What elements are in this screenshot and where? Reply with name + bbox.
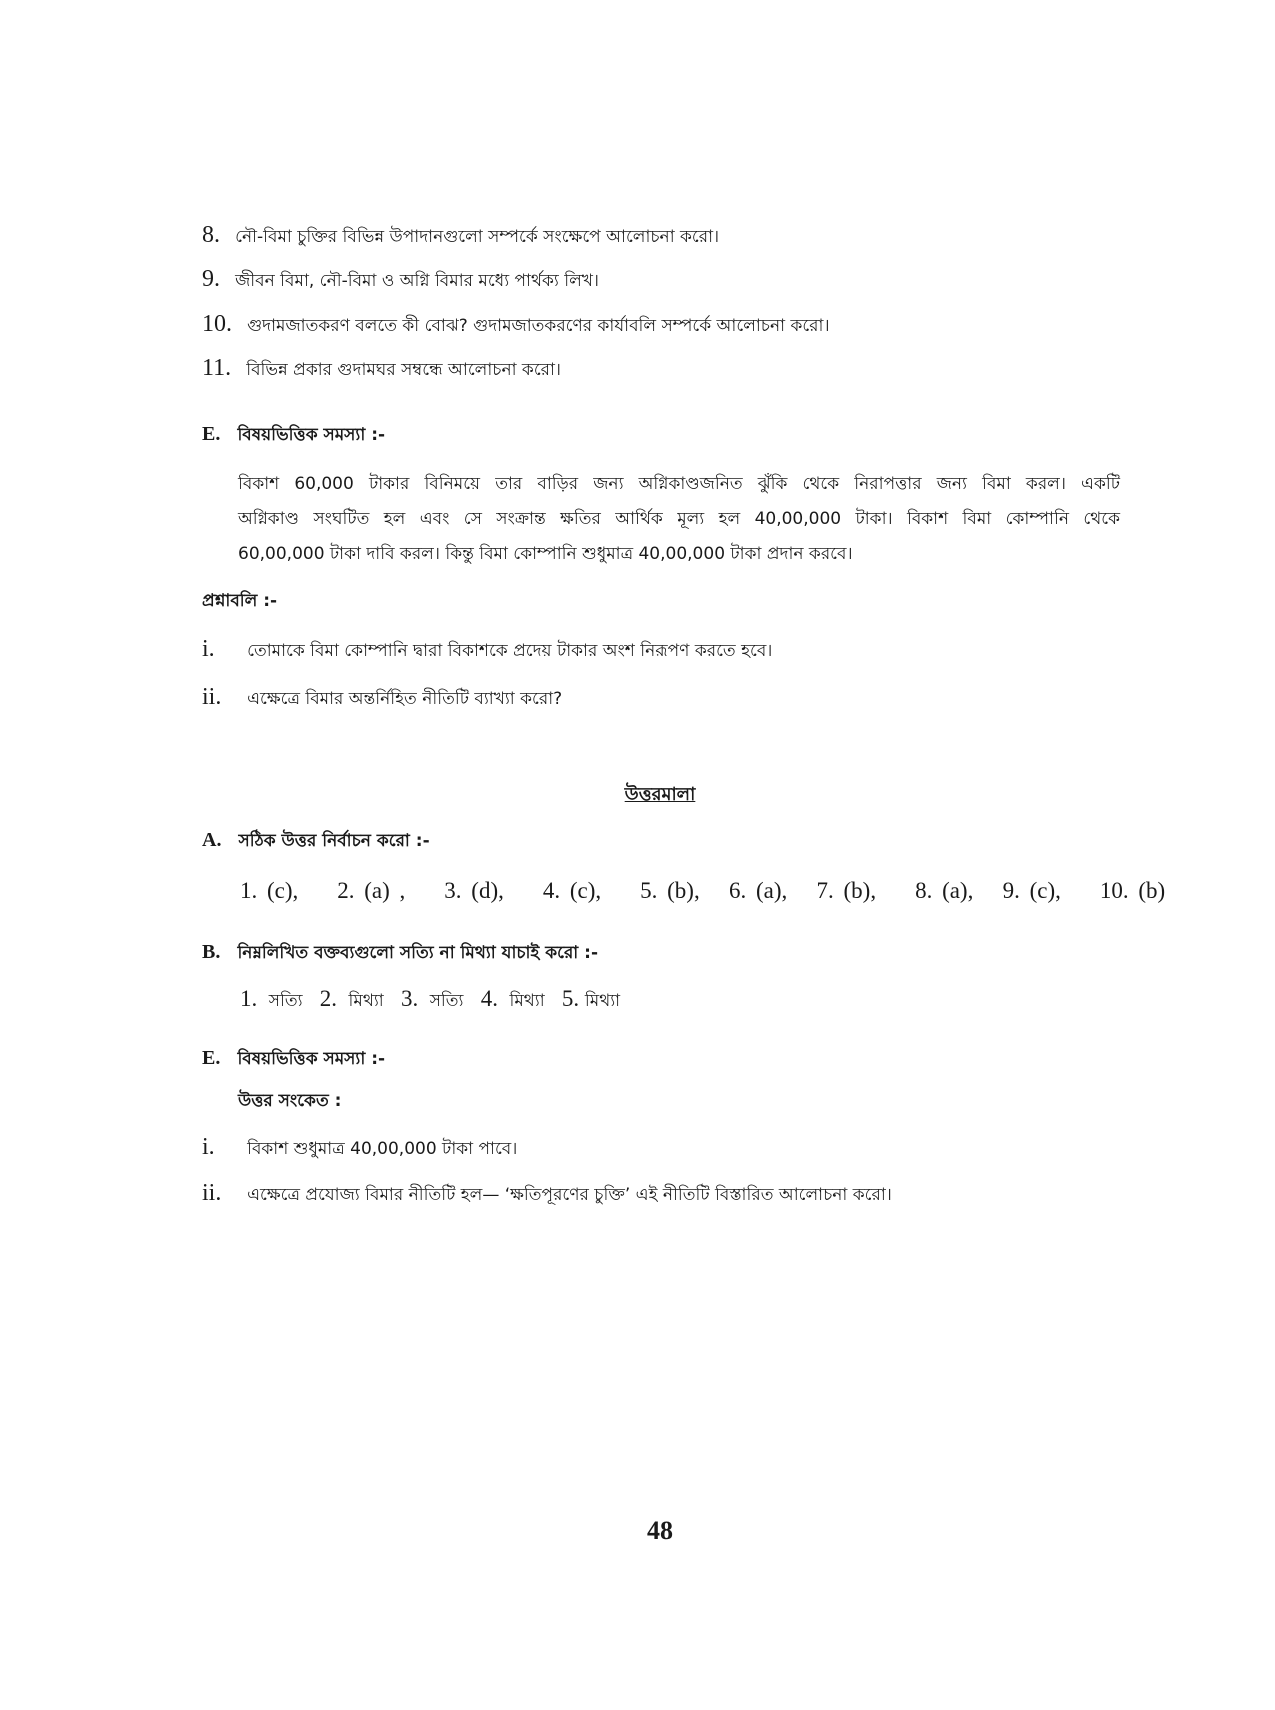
tf-value: মিথ্যা xyxy=(348,991,384,1011)
sub-question-text: তোমাকে বিমা কোম্পানি দ্বারা বিকাশকে প্রদেয় টাকার অংশ নিরূপণ করতে হবে। xyxy=(247,641,773,661)
sub-question xyxy=(202,684,562,714)
tf-value: সত্যি xyxy=(429,991,464,1011)
section-letter: B. xyxy=(202,941,221,963)
sub-question-number: i. xyxy=(202,636,215,662)
section-title: নিম্নলিখিত বক্তব্যগুলো সত্যি না মিথ্যা যাচাই করো :- xyxy=(237,943,599,963)
question-item xyxy=(202,222,719,252)
question-text: নৌ-বিমা চুক্তির বিভিন্ন উপাদানগুলো সম্পর্কে সংক্ষেপে আলোচনা করো। xyxy=(235,227,720,247)
section-letter: A. xyxy=(202,829,222,851)
answer-item xyxy=(202,1134,517,1164)
answers-heading: উত্তরমালা xyxy=(624,784,696,805)
section-title: সঠিক উত্তর নির্বাচন করো :- xyxy=(238,831,430,851)
tf-number: 1. xyxy=(240,986,258,1011)
page-number: 48 xyxy=(647,1516,673,1545)
question-text: বিভিন্ন প্রকার গুদামঘর সম্বন্ধে আলোচনা করো। xyxy=(246,360,562,380)
answer-e-header xyxy=(202,1046,385,1074)
question-item xyxy=(202,266,599,296)
questions-label: প্রশ্নাবলি :- xyxy=(202,591,278,611)
case-line: অগ্নিকাণ্ড সংঘটিত হল এবং সে সংক্রান্ত ক্ষতির আর্থিক মূল্য হল 40,00,000 টাকা। বিকাশ বিমা কোম্পানি থেকে xyxy=(238,509,1120,529)
question-item xyxy=(202,311,830,341)
answer-item xyxy=(202,1180,892,1210)
true-false-answers xyxy=(240,986,620,1016)
section-title: বিষয়ভিত্তিক সমস্যা :- xyxy=(237,425,386,445)
question-item xyxy=(202,355,561,385)
tf-number: 5. xyxy=(561,986,580,1011)
mcq-answers: 1. (c), 2. (a) , 3. (d), 4. (c), 5. (b), 6. (a), 7. (b), 8. (a), 9. (c), 10. (b) xyxy=(240,878,1166,903)
question-number: 10. xyxy=(202,311,232,337)
section-letter: E. xyxy=(202,1047,221,1069)
tf-value: সত্যি xyxy=(268,991,303,1011)
answer-item-text: এক্ষেত্রে প্রযোজ্য বিমার নীতিটি হল— ‘ক্ষতিপূরণের চুক্তি’ এই নীতিটি বিস্তারিত আলোচনা করো। xyxy=(247,1185,892,1205)
answer-hint-label: উত্তর সংকেত : xyxy=(238,1091,342,1111)
answer-b-header xyxy=(202,940,598,968)
case-line: 60,00,000 টাকা দাবি করল। কিন্তু বিমা কোম্পানি শুধুমাত্র 40,00,000 টাকা প্রদান করবে। xyxy=(238,544,853,564)
answer-item-number: ii. xyxy=(202,1180,222,1206)
tf-number: 3. xyxy=(400,986,419,1011)
section-letter: E. xyxy=(202,423,221,445)
sub-question xyxy=(202,636,772,666)
question-text: জীবন বিমা, নৌ-বিমা ও অগ্নি বিমার মধ্যে পার্থক্য লিখ। xyxy=(235,271,600,291)
sub-question-number: ii. xyxy=(202,684,222,710)
answer-item-text: বিকাশ শুধুমাত্র 40,00,000 টাকা পাবে। xyxy=(247,1139,518,1159)
tf-number: 2. xyxy=(319,986,338,1011)
case-paragraph xyxy=(238,467,1120,572)
answer-item-number: i. xyxy=(202,1134,215,1160)
tf-value: মিথ্যা xyxy=(584,991,621,1011)
case-line: বিকাশ 60,000 টাকার বিনিময়ে তার বাড়ির জন্য অগ্নিকাণ্ডজনিত ঝুঁকি থেকে নিরাপত্তার জন্য বিমা করল। একটি xyxy=(238,474,1120,494)
question-number: 11. xyxy=(202,355,232,381)
sub-question-text: এক্ষেত্রে বিমার অন্তর্নিহিত নীতিটি ব্যাখ্যা করো? xyxy=(247,689,563,709)
section-title: বিষয়ভিত্তিক সমস্যা :- xyxy=(237,1049,386,1069)
answers-heading-wrap xyxy=(0,780,1275,811)
section-e-header xyxy=(202,422,385,450)
question-text: গুদামজাতকরণ বলতে কী বোঝ? গুদামজাতকরণের কার্যাবলি সম্পর্কে আলোচনা করো। xyxy=(247,316,830,336)
tf-value: মিথ্যা xyxy=(509,991,545,1011)
tf-number: 4. xyxy=(480,986,498,1011)
answer-a-header xyxy=(202,828,430,856)
question-number: 8. xyxy=(202,222,220,248)
question-number: 9. xyxy=(202,266,220,292)
